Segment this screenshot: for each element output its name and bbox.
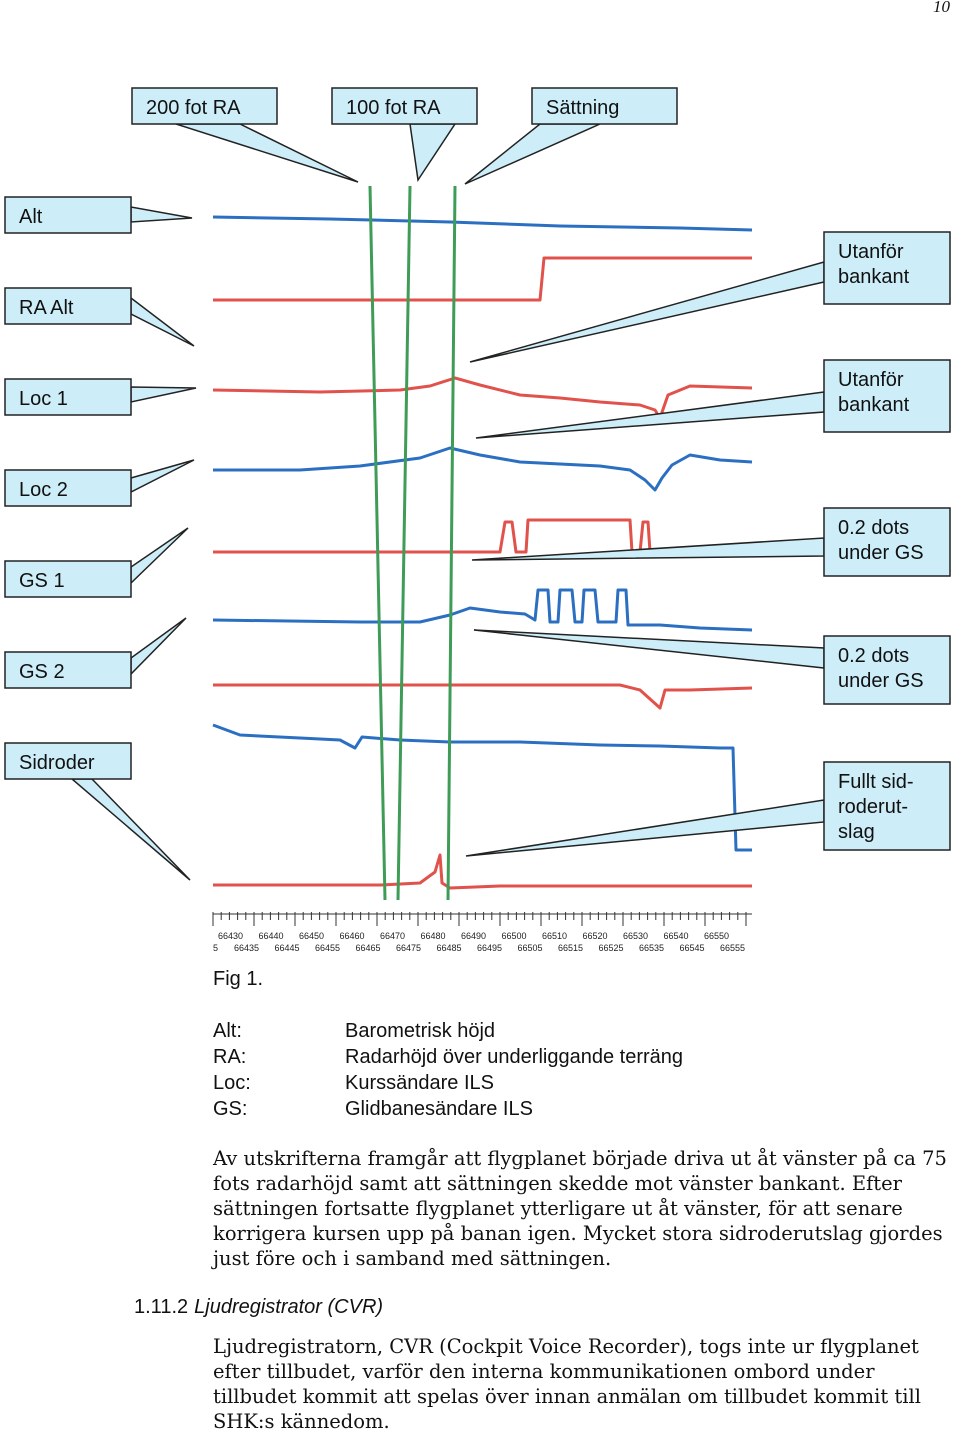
legend-row — [213, 1044, 683, 1070]
callout-label: Utanför — [838, 369, 904, 391]
legend-abbr: GS: — [213, 1098, 248, 1120]
scale-label: 66545 — [679, 943, 705, 953]
scale-label: 66525 — [598, 943, 624, 953]
scale-label: 66435 — [234, 943, 260, 953]
legend-text: Radarhöjd över underliggande terräng — [345, 1046, 684, 1068]
callout-right-1 — [476, 360, 950, 438]
legend-row — [213, 1070, 683, 1096]
scale-label: 66535 — [639, 943, 665, 953]
callout-label: under GS — [838, 670, 924, 692]
callout-pointer — [410, 124, 455, 180]
scale-label: 66440 — [258, 931, 284, 941]
callout-right-3 — [474, 630, 950, 704]
figure-callouts — [5, 88, 950, 880]
callout-pointer — [176, 124, 358, 182]
callout-label: 0.2 dots — [838, 517, 910, 539]
callout-pointer — [470, 262, 824, 362]
callout-left-gs-2 — [5, 618, 186, 688]
scale-label: 66445 — [274, 943, 300, 953]
scale-label: 66430 — [218, 931, 244, 941]
callout-right-2 — [472, 508, 950, 576]
callout-label: RA Alt — [19, 297, 74, 319]
scale-label: 66510 — [542, 931, 568, 941]
callout-pointer — [131, 207, 192, 222]
scale-label: 66500 — [501, 931, 527, 941]
legend-text: Glidbanesändare ILS — [345, 1098, 533, 1120]
scale-label: 66460 — [339, 931, 365, 941]
callout-200ft-ra — [132, 88, 358, 182]
callout-label: GS 1 — [19, 570, 65, 592]
scale-label: 5 — [213, 943, 219, 953]
callout-pointer — [465, 124, 600, 184]
callout-pointer — [131, 298, 194, 346]
body-paragraph: Av utskrifterna framgår att flygplanet började driva ut åt vänster på ca 75 fots radarhöjd samt att sättningen skedde mot vänster bankant. Efter sättningen fortsatte flygplanet ytterligare ut åt vänster, för att senare korrigera kursen upp på banan igen. Mycket stora sidroderutslag gjordes just före och i samband med sättningen. — [213, 1147, 947, 1270]
event-marker-lines — [370, 186, 455, 900]
legend-abbr: Alt: — [213, 1020, 242, 1042]
event-marker-line — [370, 186, 385, 900]
callout-pointer — [474, 630, 824, 668]
scale-label: 66505 — [517, 943, 543, 953]
callout-label: GS 2 — [19, 661, 65, 683]
body-paragraph: Ljudregistratorn, CVR (Cockpit Voice Recorder), togs inte ur flygplanet efter tillbudet, varför den interna kommunikationen ombord under tillbudet kommit att spelas över innan anmälan om tillbudet kommit till SHK:s kännedom. — [213, 1335, 921, 1433]
event-marker-line — [448, 186, 455, 900]
scale-label: 66495 — [477, 943, 503, 953]
callout-label: slag — [838, 821, 875, 843]
section-title: Ljudregistrator (CVR) — [194, 1296, 384, 1318]
scale-label: 66550 — [704, 931, 730, 941]
callout-label: 200 fot RA — [146, 97, 241, 119]
scale-label: 66490 — [461, 931, 487, 941]
scale-label: 66470 — [380, 931, 406, 941]
callout-pointer — [131, 460, 194, 492]
scale-label: 66455 — [315, 943, 341, 953]
callout-label: 100 fot RA — [346, 97, 441, 119]
callout-label: Fullt sid- — [838, 771, 914, 793]
scale-label: 66530 — [623, 931, 649, 941]
callout-label: 0.2 dots — [838, 645, 910, 667]
legend-row — [213, 1096, 683, 1122]
section-heading — [134, 1296, 383, 1319]
callout-right-0 — [470, 232, 950, 362]
page-number: 10 — [933, 0, 950, 16]
callout-left-alt — [5, 197, 192, 233]
callout-pointer — [131, 618, 186, 674]
legend-row — [213, 1018, 683, 1044]
callout-touchdown — [465, 88, 677, 184]
scale-label: 66475 — [396, 943, 422, 953]
callout-label: roderut- — [838, 796, 909, 818]
callout-label: under GS — [838, 542, 924, 564]
legend-text: Kurssändare ILS — [345, 1072, 494, 1094]
callout-right-4 — [466, 762, 950, 856]
callout-pointer — [466, 800, 824, 856]
callout-pointer — [476, 392, 824, 438]
callout-label: bankant — [838, 266, 910, 288]
scale-label: 66555 — [720, 943, 746, 953]
scale-label: 66450 — [299, 931, 325, 941]
ra-alt-trace — [213, 258, 752, 300]
ra-trace — [213, 685, 752, 708]
section-number: 1.11.2 — [134, 1296, 189, 1318]
scale-label: 66465 — [355, 943, 381, 953]
callout-left-gs-1 — [5, 528, 188, 597]
figure-caption: Fig 1. — [213, 968, 264, 990]
callout-left-loc-1 — [5, 379, 196, 415]
scale-label: 66480 — [420, 931, 446, 941]
alt-trace — [213, 217, 752, 230]
callout-label: Loc 1 — [19, 388, 68, 410]
legend-abbr: RA: — [213, 1046, 247, 1068]
loc2-trace — [213, 448, 752, 490]
event-marker-line — [398, 186, 410, 900]
callout-label: Utanför — [838, 241, 904, 263]
scale-label: 66540 — [663, 931, 689, 941]
callout-label: bankant — [838, 394, 910, 416]
time-scale — [213, 912, 752, 953]
callout-label: Loc 2 — [19, 479, 68, 501]
legend-abbr: Loc: — [213, 1072, 251, 1094]
callout-left-sidroder — [5, 743, 190, 880]
legend — [213, 1018, 683, 1122]
scale-label: 66520 — [582, 931, 608, 941]
callout-left-loc-2 — [5, 460, 194, 506]
scale-label: 66515 — [558, 943, 584, 953]
callout-100ft-ra — [332, 88, 477, 180]
scale-label: 66485 — [436, 943, 462, 953]
callout-label: Sidroder — [19, 752, 95, 774]
callout-label: Sättning — [546, 97, 620, 119]
gs2-trace — [213, 590, 752, 630]
callout-pointer — [72, 779, 190, 880]
callout-pointer — [131, 387, 196, 402]
legend-text: Barometrisk höjd — [345, 1020, 496, 1042]
callout-label: Alt — [19, 206, 43, 228]
callout-pointer — [131, 528, 188, 583]
callout-left-ra-alt — [5, 288, 194, 346]
rudder-trace-2 — [213, 855, 752, 888]
